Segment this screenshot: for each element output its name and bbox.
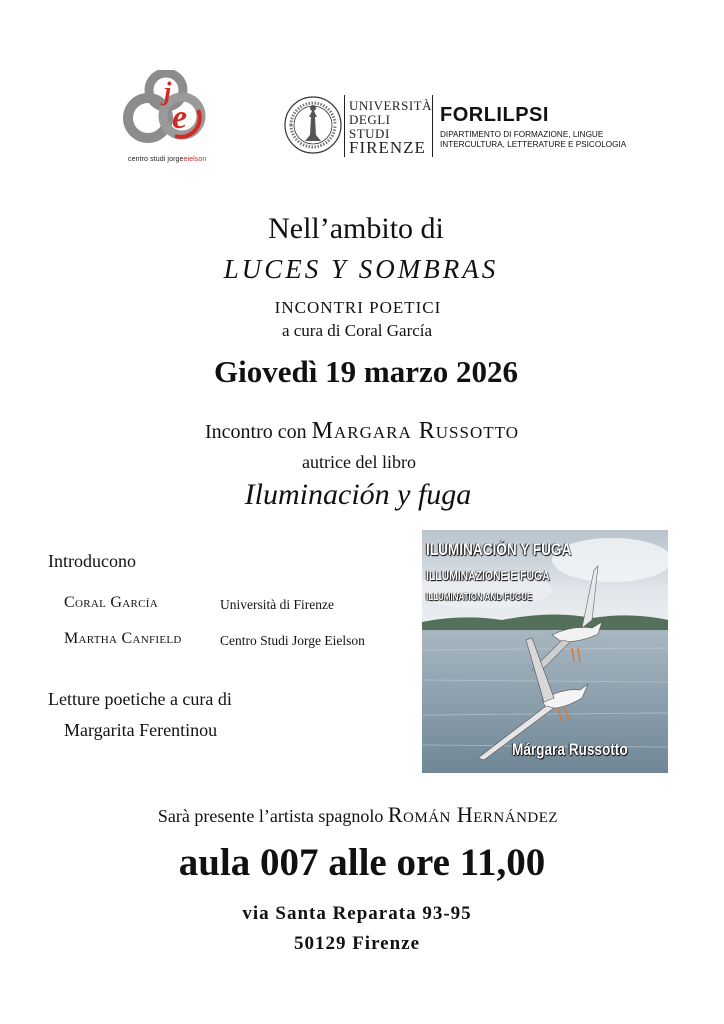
intro-heading: Nell’ambito di	[268, 212, 444, 245]
svg-text:e: e	[172, 99, 188, 136]
unifi-line3: FIRENZE	[349, 138, 426, 157]
venue-city: 50129 Firenze	[293, 933, 421, 954]
cover-title-2: ILLUMINAZIONE E FUGA	[426, 568, 550, 583]
reader-name: Margarita Ferentinou	[64, 720, 218, 740]
unifi-divider	[344, 95, 345, 157]
forlilpsi-logo	[440, 104, 626, 150]
introducer-name-1: Coral García	[64, 594, 158, 611]
venue-street: via Santa Reparata 93-95	[242, 903, 472, 924]
cje-caption-prefix: centro studi jorge	[128, 156, 184, 163]
unifi-line2: DEGLI STUDI	[349, 112, 391, 141]
cover-title-1: ILUMINACIÓN Y FUGA	[426, 540, 572, 559]
book-cover	[422, 530, 668, 773]
cje-caption	[128, 156, 206, 163]
author-name: Margara Russotto	[311, 418, 519, 444]
forlilpsi-title: FORLILPSI	[440, 104, 549, 126]
cover-title-3: ILLUMINATION AND FUGUE	[426, 592, 533, 603]
unifi-logo	[283, 95, 433, 161]
unifi-seal-icon	[283, 95, 343, 155]
introducer-name-2: Martha Canfield	[64, 630, 182, 647]
cje-logo-mark	[120, 70, 216, 150]
forlilpsi-subtitle-2: INTERCULTURA, LETTERATURE E PSICOLOGIA	[440, 140, 627, 149]
introducer-affiliation-1: Università di Firenze	[220, 597, 334, 612]
artist-prefix: Sarà presente l’artista spagnolo	[157, 806, 384, 826]
forlilpsi-subtitle-1: DIPARTIMENTO DI FORMAZIONE, LINGUE	[440, 130, 604, 139]
forlilpsi-divider	[432, 95, 433, 157]
unifi-name	[349, 99, 433, 155]
series-subtitle: INCONTRI POETICI	[274, 298, 442, 317]
introducers-heading: Introducono	[48, 551, 136, 571]
book-title: Iluminación y fuga	[244, 478, 472, 511]
curator-line: a cura di Coral García	[281, 321, 433, 340]
incontro-line	[0, 418, 724, 445]
book-cover-image	[422, 530, 668, 773]
unifi-line1: UNIVERSITÀ	[349, 98, 432, 113]
cje-caption-red: eielson	[183, 156, 207, 163]
svg-text:j: j	[164, 77, 172, 106]
readings-heading: Letture poetiche a cura di	[48, 689, 232, 709]
series-title: LUCES Y SOMBRAS	[223, 254, 499, 284]
introducer-affiliation-2: Centro Studi Jorge Eielson	[220, 633, 365, 648]
author-role: autrice del libro	[302, 452, 416, 472]
artist-line	[0, 802, 720, 828]
cover-author: Márgara Russotto	[512, 740, 628, 759]
venue-room-time: aula 007 alle ore 11,00	[178, 841, 546, 884]
cje-logo	[120, 70, 220, 170]
artist-name: Román Hernández	[387, 802, 559, 827]
event-date: Giovedì 19 marzo 2026	[214, 354, 518, 389]
incontro-prefix: Incontro con	[205, 421, 307, 443]
